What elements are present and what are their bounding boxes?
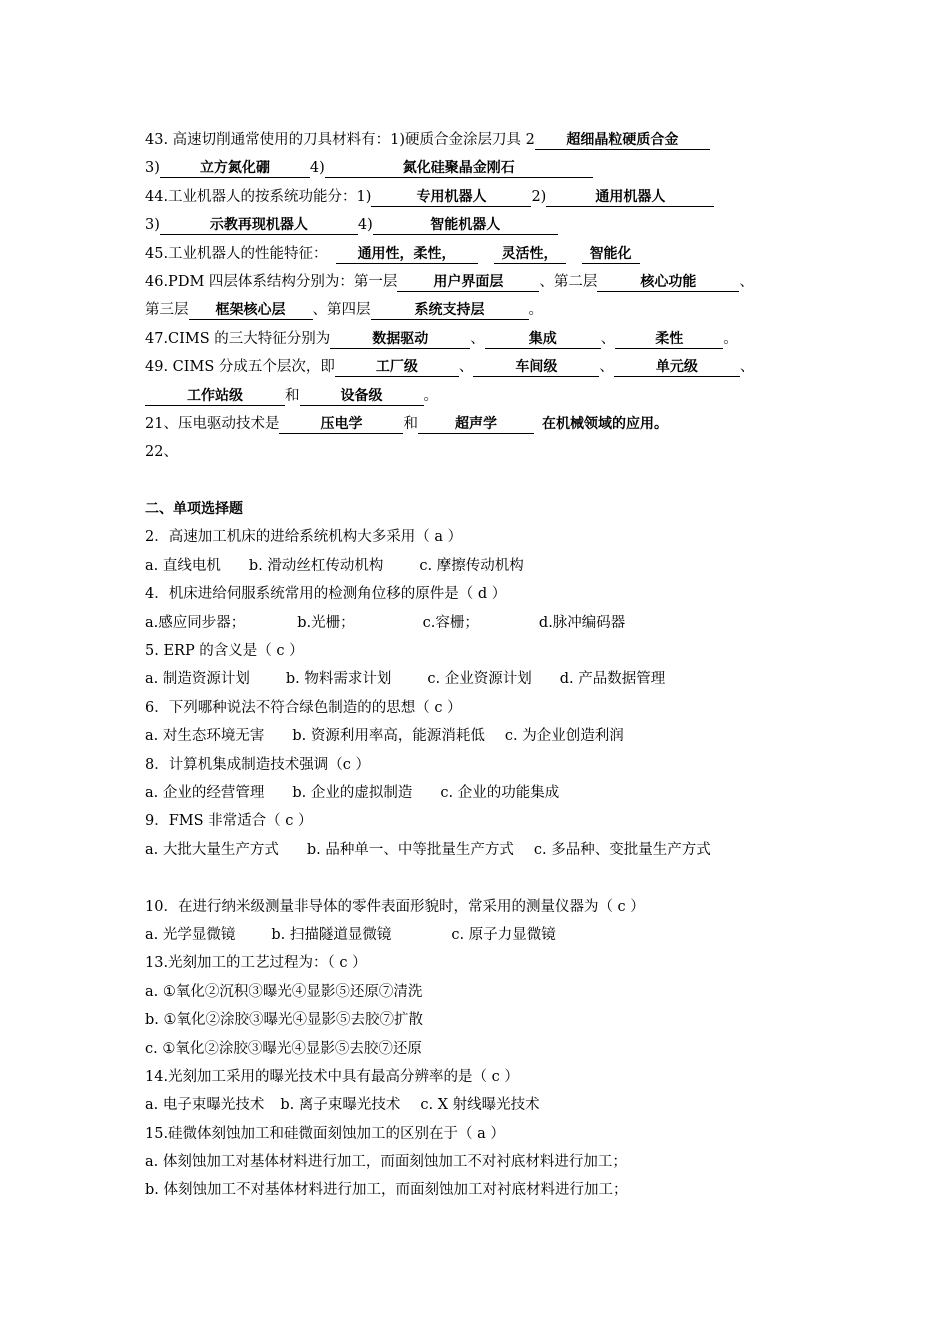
choice-option: c. 企业的功能集成 bbox=[440, 784, 560, 801]
answer-blank: 车间级 bbox=[473, 358, 599, 377]
choice-option: b. 物料需求计划 bbox=[285, 671, 392, 688]
item-label: 4) bbox=[357, 217, 373, 234]
question-43-cont bbox=[145, 154, 825, 182]
separator: 、 bbox=[458, 359, 474, 376]
question-text: 46.PDM 四层体系结构分别为：第一层 bbox=[145, 273, 398, 290]
answer-blank: 智能机器人 bbox=[373, 216, 558, 235]
choice-option: a. 制造资源计划 bbox=[145, 671, 250, 688]
question-text: 22、 bbox=[145, 444, 178, 461]
choice-question: 8．计算机集成制造技术强调（c ） bbox=[145, 756, 370, 773]
item-label: 3) bbox=[145, 160, 160, 177]
choice-options bbox=[145, 1091, 825, 1119]
choice-option: a. 电子束曝光技术 bbox=[145, 1097, 265, 1114]
choice-option: b. 资源利用率高，能源消耗低 bbox=[292, 728, 485, 745]
choice-options bbox=[145, 552, 825, 580]
choice-option: c. 多品种、变批量生产方式 bbox=[533, 841, 711, 858]
question-text: 49. CIMS 分成五个层次，即 bbox=[145, 359, 335, 376]
document-page bbox=[145, 126, 825, 1205]
choice-option: b. 企业的虚拟制造 bbox=[292, 784, 413, 801]
choice-option: c. 原子力显微镜 bbox=[451, 926, 556, 943]
question-text: 21、压电驱动技术是 bbox=[145, 415, 280, 432]
choice-options bbox=[145, 609, 825, 637]
answer-blank: 氮化硅聚晶金刚石 bbox=[325, 159, 593, 178]
question-text: 47.CIMS 的三大特征分别为 bbox=[145, 330, 331, 347]
choice-option: b. 品种单一、中等批量生产方式 bbox=[306, 841, 514, 858]
item-label: 、第二层 bbox=[539, 273, 598, 290]
choice-option: c. 摩擦传动机构 bbox=[419, 557, 524, 574]
choice-option: b. 体刻蚀加工不对基体材料进行加工，而面刻蚀加工对衬底材料进行加工； bbox=[145, 1182, 628, 1199]
answer-blank: 数据驱动 bbox=[330, 330, 470, 349]
answer-blank: 单元级 bbox=[614, 358, 740, 377]
choice-questions-continued bbox=[145, 893, 825, 1205]
choice-question: 13.光刻加工的工艺过程为：（ c ） bbox=[145, 955, 367, 972]
choice-option: a. 大批大量生产方式 bbox=[145, 841, 279, 858]
answer-blank: 框架核心层 bbox=[189, 301, 313, 320]
item-label: 4) bbox=[309, 160, 325, 177]
section-title: 二、单项选择题 bbox=[145, 501, 243, 518]
question-21 bbox=[145, 410, 825, 438]
answer-blank: 工作站级 bbox=[145, 387, 285, 406]
answer-blank: 集成 bbox=[485, 330, 601, 349]
answer-blank: 智能化 bbox=[582, 245, 640, 264]
choice-options bbox=[145, 665, 825, 693]
item-label: 3) bbox=[145, 217, 160, 234]
answer-blank: 系统支持层 bbox=[371, 301, 529, 320]
end-mark: 。 bbox=[723, 330, 738, 347]
answer-blank: 设备级 bbox=[300, 387, 424, 406]
choice-option: b. 滑动丝杠传动机构 bbox=[248, 557, 384, 574]
answer-blank: 核心功能 bbox=[597, 273, 739, 292]
answer-blank: 灵活性， bbox=[494, 245, 566, 264]
separator: 、 bbox=[599, 359, 614, 376]
choice-option: b. 离子束曝光技术 bbox=[280, 1097, 401, 1114]
item-label: 第三层 bbox=[145, 302, 189, 319]
choice-option: d.脉冲编码器 bbox=[538, 614, 626, 631]
choice-question: 15.硅微体刻蚀加工和硅微面刻蚀加工的区别在于（ a ） bbox=[145, 1125, 505, 1142]
question-49-cont bbox=[145, 382, 825, 410]
choice-options bbox=[145, 722, 825, 750]
answer-blank: 立方氮化硼 bbox=[160, 159, 310, 178]
answer-blank: 通用性，柔性， bbox=[336, 245, 478, 264]
answer-blank: 压电学 bbox=[279, 415, 403, 434]
choice-option: a. 企业的经营管理 bbox=[145, 784, 265, 801]
answer-blank: 用户界面层 bbox=[397, 273, 539, 292]
question-44 bbox=[145, 183, 825, 211]
choice-option: b. 扫描隧道显微镜 bbox=[271, 926, 392, 943]
choice-option: a. 对生态环境无害 bbox=[145, 728, 265, 745]
question-text: 43. 高速切削通常使用的刀具材料有：1)硬质合金涂层刀具 2 bbox=[145, 132, 535, 148]
choice-question: 6．下列哪种说法不符合绿色制造的的思想（ c ） bbox=[145, 699, 462, 716]
choice-question: 2．高速加工机床的进给系统机构大多采用（ a ） bbox=[145, 529, 463, 546]
choice-question: 10．在进行纳米级测量非导体的零件表面形貌时，常采用的测量仪器为（ c ） bbox=[145, 898, 645, 915]
question-22 bbox=[145, 438, 825, 466]
choice-option: a. 光学显微镜 bbox=[145, 926, 236, 943]
choice-option: a.感应同步器； bbox=[145, 614, 246, 631]
connector: 和 bbox=[285, 387, 300, 404]
answer-blank: 超声学 bbox=[418, 415, 534, 434]
choice-option: c. 企业资源计划 bbox=[427, 671, 532, 688]
separator: 、 bbox=[600, 330, 616, 347]
question-46-cont bbox=[145, 296, 825, 324]
choice-option: c. 为企业创造利润 bbox=[504, 728, 624, 745]
choice-option: a. ①氧化②沉积③曝光④显影⑤还原⑦清洗 bbox=[145, 983, 423, 1000]
question-tail: 在机械领域的应用。 bbox=[541, 415, 668, 432]
separator: 、 bbox=[739, 359, 755, 376]
choice-options bbox=[145, 836, 825, 864]
question-45 bbox=[145, 240, 825, 268]
choice-questions bbox=[145, 523, 825, 864]
answer-blank: 通用机器人 bbox=[546, 188, 714, 207]
separator: 、 bbox=[739, 273, 754, 290]
choice-question: 9．FMS 非常适合（ c ） bbox=[145, 813, 313, 830]
choice-question: 14.光刻加工采用的曝光技术中具有最高分辨率的是（ c ） bbox=[145, 1068, 519, 1085]
answer-blank: 工厂级 bbox=[335, 358, 459, 377]
question-49 bbox=[145, 353, 825, 381]
choice-option: d. 产品数据管理 bbox=[559, 671, 666, 688]
item-label: 2) bbox=[531, 188, 547, 205]
choice-option: c.容栅； bbox=[422, 614, 479, 631]
choice-option: c. ①氧化②涂胶③曝光④显影⑤去胶⑦还原 bbox=[145, 1040, 422, 1057]
answer-blank: 超细晶粒硬质合金 bbox=[535, 131, 710, 150]
question-46 bbox=[145, 268, 825, 296]
choice-option: b.光栅； bbox=[297, 614, 355, 631]
end-mark: 。 bbox=[423, 387, 438, 404]
choice-option: c. X 射线曝光技术 bbox=[420, 1097, 540, 1114]
choice-option: b. ①氧化②涂胶③曝光④显影⑤去胶⑦扩散 bbox=[145, 1012, 423, 1029]
question-43 bbox=[145, 126, 825, 154]
separator: 、 bbox=[470, 330, 485, 347]
answer-blank: 柔性 bbox=[615, 330, 723, 349]
answer-blank: 专用机器人 bbox=[371, 188, 531, 207]
connector: 和 bbox=[403, 415, 418, 432]
end-mark: 。 bbox=[528, 302, 543, 319]
answer-blank: 示教再现机器人 bbox=[160, 216, 358, 235]
question-text: 45.工业机器人的性能特征： bbox=[145, 245, 328, 262]
choice-options bbox=[145, 779, 825, 807]
choice-option: a. 直线电机 bbox=[145, 557, 221, 574]
choice-option: a. 体刻蚀加工对基体材料进行加工，而面刻蚀加工不对衬底材料进行加工； bbox=[145, 1154, 627, 1171]
question-47 bbox=[145, 325, 825, 353]
question-text: 44.工业机器人的按系统功能分：1) bbox=[145, 188, 372, 205]
question-44-cont bbox=[145, 211, 825, 239]
item-label: 、第四层 bbox=[312, 302, 371, 319]
choice-options bbox=[145, 921, 825, 949]
choice-question: 5. ERP 的含义是（ c ） bbox=[145, 643, 304, 660]
choice-question: 4．机床进给伺服系统常用的检测角位移的原件是（ d ） bbox=[145, 586, 507, 603]
